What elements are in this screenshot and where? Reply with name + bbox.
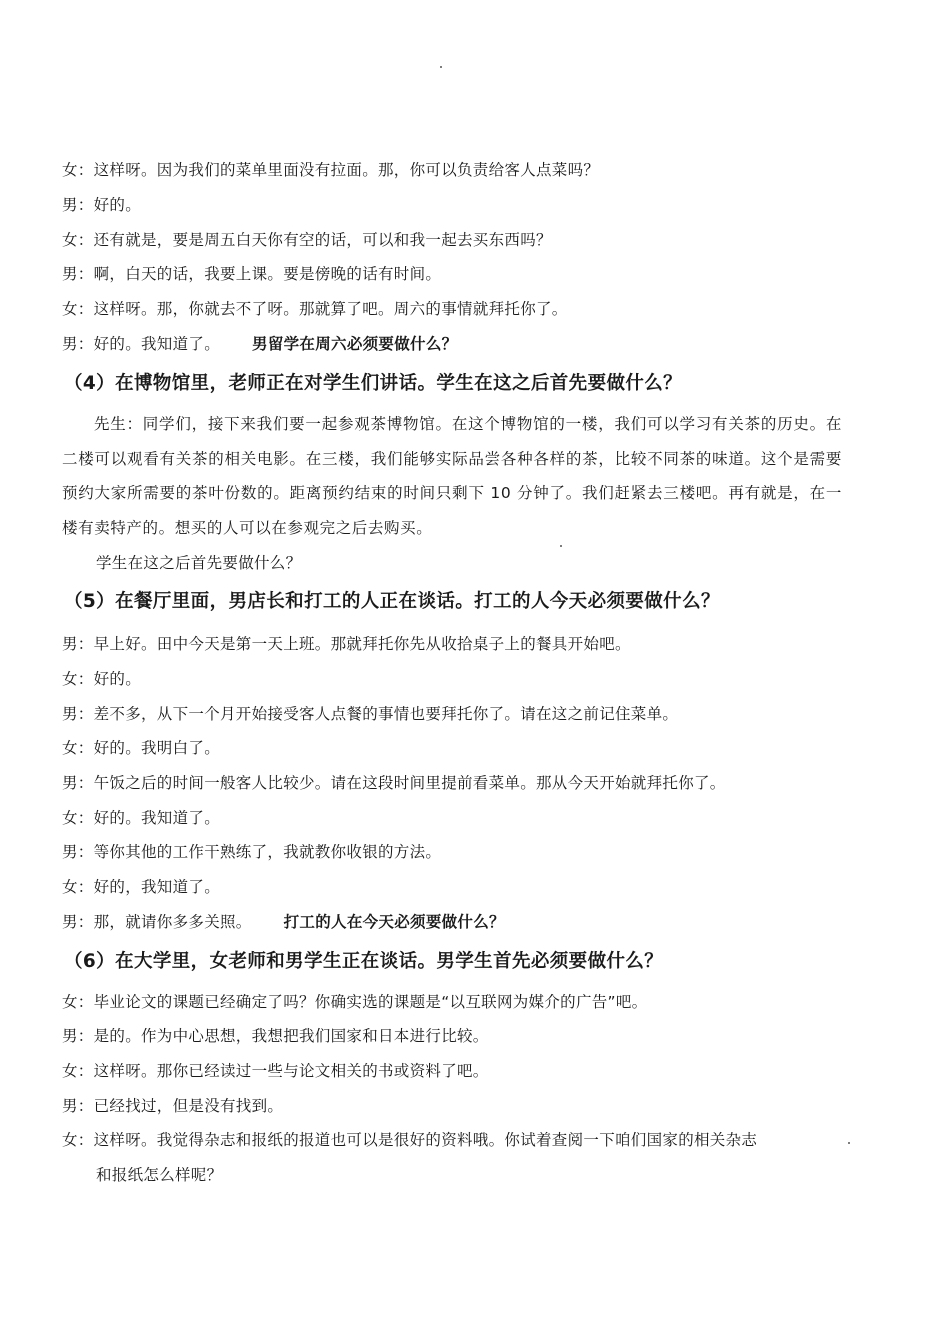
dialog-line bbox=[62, 912, 505, 932]
dialog-text: 啊，白天的话，我要上课。要是傍晚的话有时间。 bbox=[93, 265, 442, 283]
dialog-line bbox=[62, 634, 631, 654]
dialog-line bbox=[62, 334, 457, 354]
dialog-text: 那，就请你多多关照。 bbox=[93, 913, 252, 931]
dialog-line bbox=[62, 669, 141, 689]
dialog-line bbox=[62, 1061, 489, 1081]
dialog-line bbox=[62, 773, 726, 793]
dialog-text: 等你其他的工作干熟练了，我就教你收银的方法。 bbox=[93, 843, 442, 861]
speaker-label: 男： bbox=[62, 1097, 94, 1115]
dialog-line bbox=[62, 1130, 757, 1150]
scan-speck bbox=[560, 545, 562, 547]
speaker-label: 男： bbox=[62, 1027, 94, 1045]
narration-paragraph: 先生：同学们，接下来我们要一起参观茶博物馆。在这个博物馆的一楼，我们可以学习有关茶的历史。在二楼可以观看有关茶的相关电影。在三楼，我们能够实际品尝各种各样的茶，比较不同茶的味道。这个是需要预约大家所需要的茶叶份数的。距离预约结束的时间只剩下 10 分钟了。我们赶紧去三楼吧。再有就是，在一楼有卖特产的。想买的人可以在参观完之后去购买。 bbox=[62, 415, 842, 537]
speaker-label: 女： bbox=[62, 670, 94, 688]
dialog-line bbox=[62, 230, 552, 250]
speaker-label: 男： bbox=[62, 774, 94, 792]
dialog-text: 好的。 bbox=[93, 670, 142, 688]
scan-speck bbox=[848, 1142, 850, 1144]
dialog-text: 是的。作为中心思想，我想把我们国家和日本进行比较。 bbox=[93, 1027, 489, 1045]
dialog-text: 好的。 bbox=[93, 196, 142, 214]
speaker-label: 男： bbox=[62, 335, 94, 353]
speaker-label: 女： bbox=[62, 993, 94, 1011]
speaker-label: 男： bbox=[62, 635, 94, 653]
dialog-text: 这样呀。那你已经读过一些与论文相关的书或资料了吧。 bbox=[93, 1062, 489, 1080]
scan-speck bbox=[440, 66, 442, 68]
speaker-label: 男： bbox=[62, 265, 94, 283]
dialog-line bbox=[62, 992, 647, 1012]
section-heading-6: （6）在大学里，女老师和男学生正在谈话。男学生首先必须要做什么？ bbox=[64, 951, 664, 972]
dialog-text: 这样呀。我觉得杂志和报纸的报道也可以是很好的资料哦。你试着查阅一下咱们国家的相关杂志 bbox=[93, 1131, 758, 1149]
dialog-text: 毕业论文的课题已经确定了吗？你确实选的课题是“以互联网为媒介的广告”吧。 bbox=[93, 993, 648, 1011]
dialog-line bbox=[62, 195, 141, 215]
question-text: 打工的人在今天必须要做什么？ bbox=[283, 913, 505, 931]
speaker-label: 女： bbox=[62, 300, 94, 318]
dialog-line bbox=[62, 1096, 283, 1116]
speaker-label: 男： bbox=[62, 196, 94, 214]
section-heading-5: （5）在餐厅里面，男店长和打工的人正在谈话。打工的人今天必须要做什么？ bbox=[64, 591, 720, 612]
speaker-label: 女： bbox=[62, 878, 94, 896]
dialog-continuation: 和报纸怎么样呢？ bbox=[96, 1166, 223, 1184]
dialog-text: 已经找过，但是没有找到。 bbox=[93, 1097, 284, 1115]
dialog-line bbox=[62, 264, 441, 284]
dialog-text: 好的。我知道了。 bbox=[93, 335, 221, 353]
speaker-label: 女： bbox=[62, 1062, 94, 1080]
dialog-line bbox=[62, 160, 599, 180]
speaker-label: 男： bbox=[62, 705, 94, 723]
dialog-line bbox=[62, 842, 441, 862]
dialog-line bbox=[62, 1026, 489, 1046]
speaker-label: 女： bbox=[62, 161, 94, 179]
dialog-text: 还有就是，要是周五白天你有空的话，可以和我一起去买东西吗？ bbox=[93, 231, 552, 249]
speaker-label: 女： bbox=[62, 231, 94, 249]
dialog-text: 午饭之后的时间一般客人比较少。请在这段时间里提前看菜单。那从今天开始就拜托你了。 bbox=[93, 774, 726, 792]
dialog-line bbox=[62, 877, 220, 897]
speaker-label: 女： bbox=[62, 809, 94, 827]
section-heading-4: （4）在博物馆里，老师正在对学生们讲话。学生在这之后首先要做什么？ bbox=[64, 373, 683, 394]
dialog-line bbox=[62, 704, 678, 724]
dialog-text: 早上好。田中今天是第一天上班。那就拜托你先从收拾桌子上的餐具开始吧。 bbox=[93, 635, 631, 653]
dialog-line bbox=[62, 808, 220, 828]
dialog-text: 好的，我知道了。 bbox=[93, 878, 221, 896]
dialog-text: 好的。我知道了。 bbox=[93, 809, 221, 827]
speaker-label: 男： bbox=[62, 913, 94, 931]
speaker-label: 男： bbox=[62, 843, 94, 861]
question-text: 男留学在周六必须要做什么？ bbox=[252, 335, 458, 353]
speaker-label: 女： bbox=[62, 739, 94, 757]
dialog-line bbox=[62, 299, 568, 319]
dialog-text: 差不多，从下一个月开始接受客人点餐的事情也要拜托你了。请在这之前记住菜单。 bbox=[93, 705, 679, 723]
dialog-text: 这样呀。因为我们的菜单里面没有拉面。那，你可以负责给客人点菜吗？ bbox=[93, 161, 600, 179]
speaker-label: 女： bbox=[62, 1131, 94, 1149]
dialog-text: 好的。我明白了。 bbox=[93, 739, 221, 757]
dialog-line bbox=[62, 738, 220, 758]
question-text: 学生在这之后首先要做什么？ bbox=[96, 554, 302, 572]
dialog-text: 这样呀。那，你就去不了呀。那就算了吧。周六的事情就拜托你了。 bbox=[93, 300, 568, 318]
